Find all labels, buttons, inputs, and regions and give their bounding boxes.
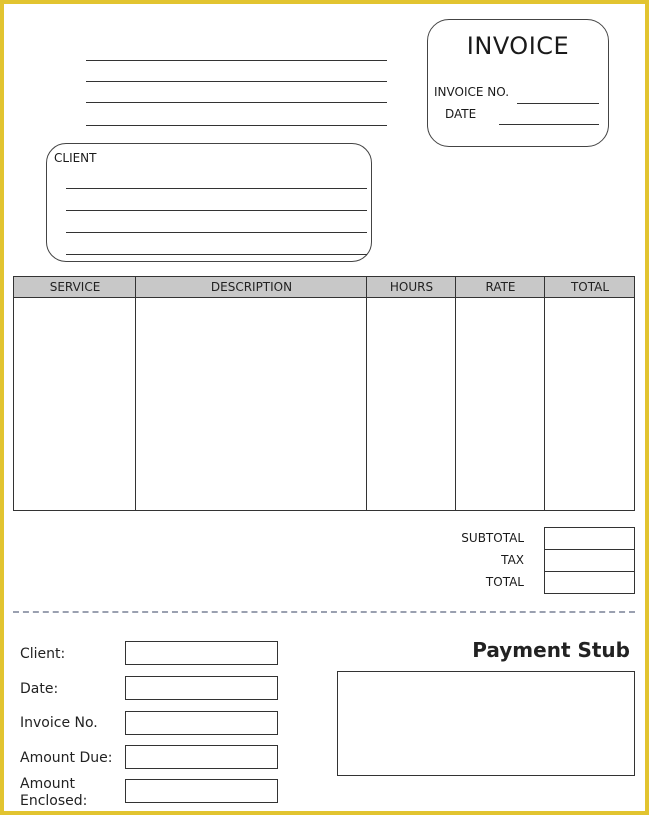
stub-notes-box[interactable] <box>337 671 635 776</box>
subtotal-label: SUBTOTAL <box>461 531 524 545</box>
client-line-2[interactable] <box>66 210 367 211</box>
cut-line <box>13 611 635 613</box>
stub-amount-enclosed-field[interactable] <box>125 779 278 803</box>
client-box <box>46 143 372 262</box>
tax-label: TAX <box>501 553 524 567</box>
total-cell[interactable] <box>545 298 634 510</box>
sender-line-2[interactable] <box>86 81 387 82</box>
date-field[interactable] <box>499 124 599 125</box>
hours-cell[interactable] <box>367 298 455 510</box>
description-cell[interactable] <box>136 298 366 510</box>
table-header <box>14 277 634 298</box>
sender-line-1[interactable] <box>86 60 387 61</box>
sender-line-3[interactable] <box>86 102 387 103</box>
column-header-service: SERVICE <box>49 280 101 294</box>
stub-invoice-no-label: Invoice No. <box>20 715 98 731</box>
total-field[interactable] <box>544 571 635 594</box>
invoice-header-box <box>427 19 609 147</box>
stub-amount-due-field[interactable] <box>125 745 278 769</box>
stub-amount-enclosed-label-line1: Amount <box>20 776 76 792</box>
client-line-3[interactable] <box>66 232 367 233</box>
stub-client-label: Client: <box>20 646 66 662</box>
payment-stub-title: Payment Stub <box>472 638 630 662</box>
stub-date-field[interactable] <box>125 676 278 700</box>
invoice-no-label: INVOICE NO. <box>434 85 510 99</box>
client-line-4[interactable] <box>66 254 367 255</box>
column-header-description: DESCRIPTION <box>210 280 293 294</box>
date-label: DATE <box>445 107 477 121</box>
rate-cell[interactable] <box>456 298 544 510</box>
invoice-no-field[interactable] <box>517 103 599 104</box>
total-label: TOTAL <box>485 575 524 589</box>
column-header-hours: HOURS <box>389 280 434 294</box>
stub-invoice-no-field[interactable] <box>125 711 278 735</box>
invoice-title: INVOICE <box>466 32 570 60</box>
stub-client-field[interactable] <box>125 641 278 665</box>
sender-line-4[interactable] <box>86 125 387 126</box>
column-header-rate: RATE <box>485 280 516 294</box>
column-header-total: TOTAL <box>570 280 610 294</box>
stub-amount-enclosed-label <box>20 776 87 810</box>
services-table <box>13 276 635 511</box>
stub-amount-due-label: Amount Due: <box>20 750 113 766</box>
client-label: CLIENT <box>54 151 97 165</box>
stub-amount-enclosed-label-line2: Enclosed: <box>20 793 88 809</box>
tax-field[interactable] <box>544 549 635 572</box>
subtotal-field[interactable] <box>544 527 635 550</box>
client-line-1[interactable] <box>66 188 367 189</box>
stub-date-label: Date: <box>20 681 59 697</box>
service-cell[interactable] <box>14 298 135 510</box>
